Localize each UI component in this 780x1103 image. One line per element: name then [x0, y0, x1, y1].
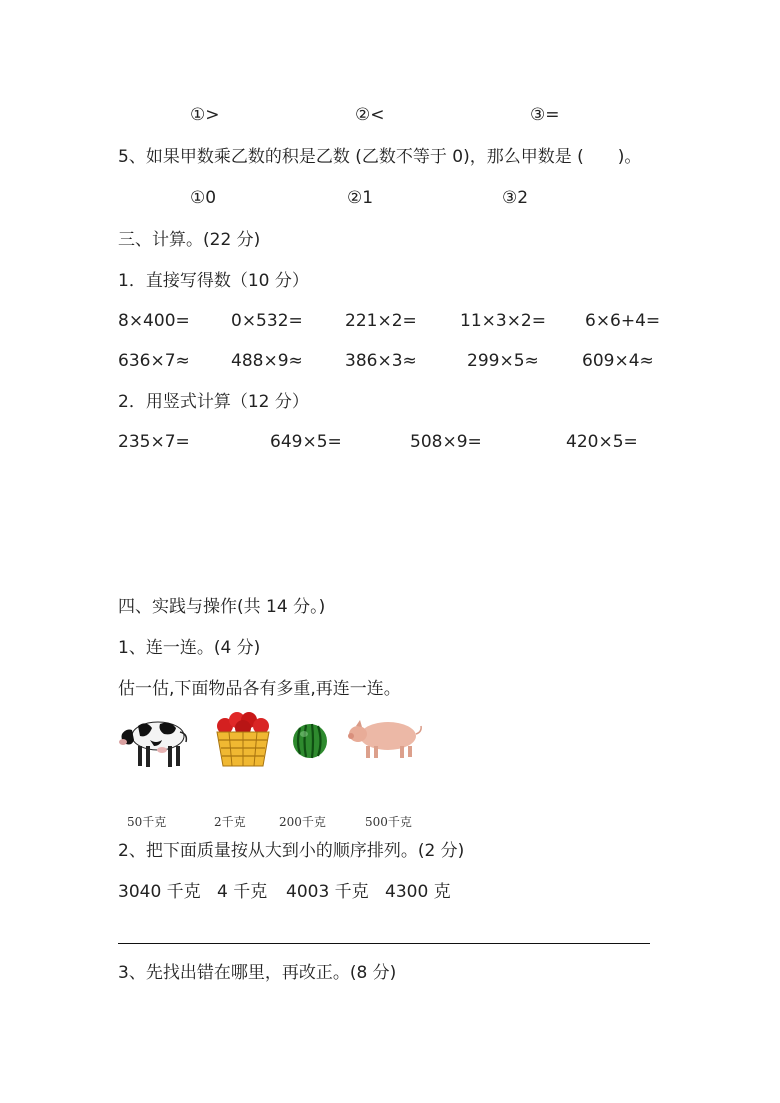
- vertical-calc-item: 508×9=: [410, 432, 482, 452]
- vertical-calc-item: 235×7=: [118, 432, 190, 452]
- cow-icon: [116, 706, 198, 770]
- q4-option-1: ①>: [190, 105, 220, 125]
- weight-label: 50千克: [127, 815, 167, 829]
- weight-label: 500千克: [365, 815, 412, 829]
- calc-row1-item: 6×6+4=: [585, 311, 661, 331]
- section4-q1-title: 1、连一连。(4 分): [118, 638, 261, 658]
- calc-row1-item: 0×532=: [231, 311, 303, 331]
- section3-part2-title: 2．用竖式计算（12 分）: [118, 392, 309, 412]
- vertical-calc-item: 420×5=: [566, 432, 638, 452]
- mass-item: 3040 千克: [118, 882, 201, 902]
- mass-item: 4003 千克: [286, 882, 369, 902]
- pig-icon: [348, 712, 428, 762]
- watermelon-icon: [290, 720, 330, 760]
- mass-item: 4 千克: [217, 882, 268, 902]
- answer-line: [118, 943, 650, 944]
- calc-row2-item: 609×4≈: [582, 351, 654, 371]
- q5-option-1: ①0: [190, 188, 217, 208]
- section4-q3-title: 3、先找出错在哪里，再改正。(8 分): [118, 963, 397, 983]
- weight-label: 200千克: [279, 815, 326, 829]
- q4-option-3: ③=: [530, 105, 560, 125]
- apple-basket-icon: [213, 708, 273, 770]
- calc-row1-item: 8×400=: [118, 311, 190, 331]
- vertical-calc-item: 649×5=: [270, 432, 342, 452]
- section4-q1-instruction: 估一估,下面物品各有多重,再连一连。: [118, 679, 401, 699]
- section3-heading: 三、计算。(22 分): [118, 230, 261, 250]
- calc-row2-item: 636×7≈: [118, 351, 190, 371]
- section3-part1-title: 1．直接写得数（10 分）: [118, 271, 309, 291]
- section4-q2-title: 2、把下面质量按从大到小的顺序排列。(2 分): [118, 841, 465, 861]
- calc-row1-item: 221×2=: [345, 311, 417, 331]
- q5-stem: 5、如果甲数乘乙数的积是乙数 (乙数不等于 0)，那么甲数是 ( )。: [118, 147, 642, 167]
- section4-heading: 四、实践与操作(共 14 分。): [118, 597, 326, 617]
- calc-row2-item: 386×3≈: [345, 351, 417, 371]
- calc-row1-item: 11×3×2=: [460, 311, 546, 331]
- q5-option-2: ②1: [347, 188, 374, 208]
- weight-label: 2千克: [214, 815, 246, 829]
- calc-row2-item: 488×9≈: [231, 351, 303, 371]
- mass-item: 4300 克: [385, 882, 451, 902]
- q5-option-3: ③2: [502, 188, 529, 208]
- q4-option-2: ②<: [355, 105, 385, 125]
- calc-row2-item: 299×5≈: [467, 351, 539, 371]
